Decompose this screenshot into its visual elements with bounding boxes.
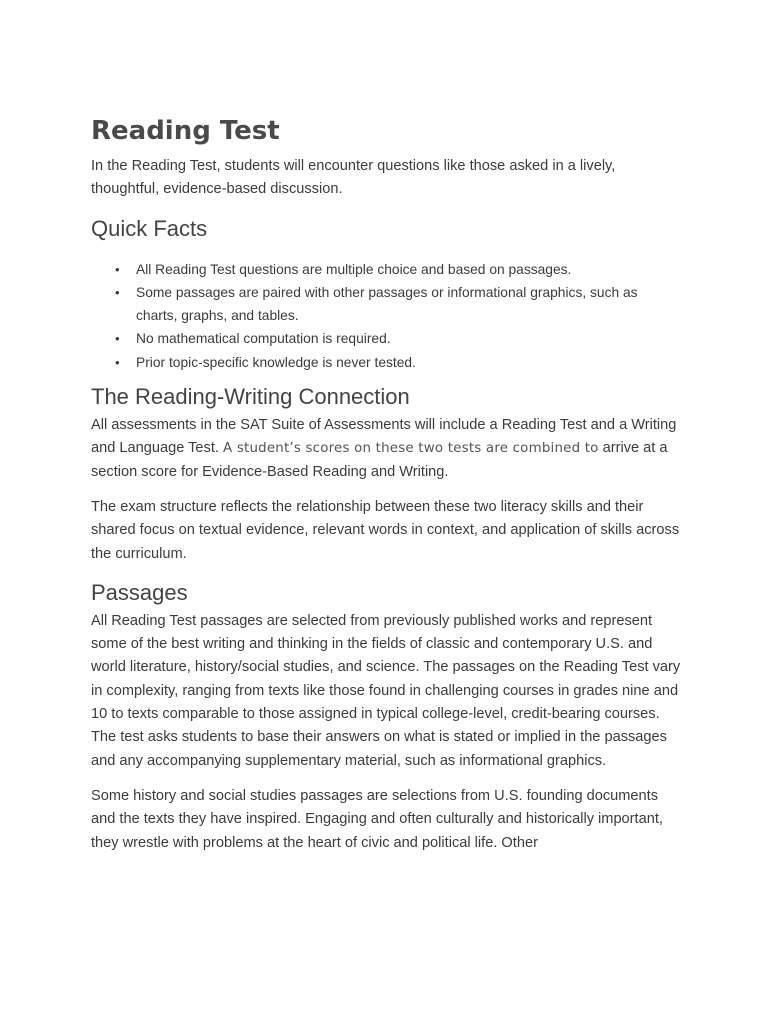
passages-paragraph-1: All Reading Test passages are selected from previously published works and represent some of the best writing and thinking in the fields of classic and contemporary U.S. and world literature, history/social studies, and science. The passages on the Reading Test vary in complexity, ranging from texts like those found in challenging courses in grades nine and 10 to texts comparable to those assigned in typical college-level, credit-bearing courses. The test asks students to base their answers on what is stated or implied in the passages and any accompanying supplementary material, such as informational graphics. bbox=[91, 612, 681, 769]
intro-paragraph: In the Reading Test, students will encounter questions like those asked in a lively, thoughtful, evidence-based discussion. bbox=[91, 158, 616, 198]
list-item: • All Reading Test questions are multiple choice and based on passages. bbox=[136, 258, 681, 281]
page-title: Reading Test bbox=[91, 116, 280, 146]
passages-paragraph-2: Some history and social studies passages are selections from U.S. founding documents and the texts they have inspired. Engaging and often culturally and historically important, they wrestle with problems at the heart of civic and political life. Other bbox=[91, 787, 663, 851]
bullet-icon: • bbox=[115, 354, 120, 370]
bullet-icon: • bbox=[115, 331, 120, 347]
connection-paragraph-1: All assessments in the SAT Suite of Assessments will include a Reading Test and a Writing and Language Test. A student’s scores on these two tests are combined to arrive at a section score for Evidence-Based Reading and Writing. bbox=[91, 417, 677, 480]
list-item: • Some passages are paired with other passages or informational graphics, such as charts, graphs, and tables. bbox=[136, 281, 681, 328]
quick-facts-list bbox=[91, 258, 681, 374]
passages-heading: Passages bbox=[91, 579, 188, 605]
quick-facts-heading: Quick Facts bbox=[91, 215, 208, 241]
list-item: • No mathematical computation is required. bbox=[136, 327, 681, 350]
bullet-icon: • bbox=[115, 261, 120, 277]
document-page bbox=[91, 113, 681, 867]
connection-heading: The Reading-Writing Connection bbox=[91, 384, 410, 410]
connection-paragraph-2: The exam structure reflects the relationship between these two literacy skills and their shared focus on textual evidence, relevant words in context, and application of skills across the curriculum. bbox=[91, 498, 680, 562]
bullet-icon: • bbox=[115, 284, 120, 300]
list-item: • Prior topic-specific knowledge is never tested. bbox=[136, 351, 681, 374]
